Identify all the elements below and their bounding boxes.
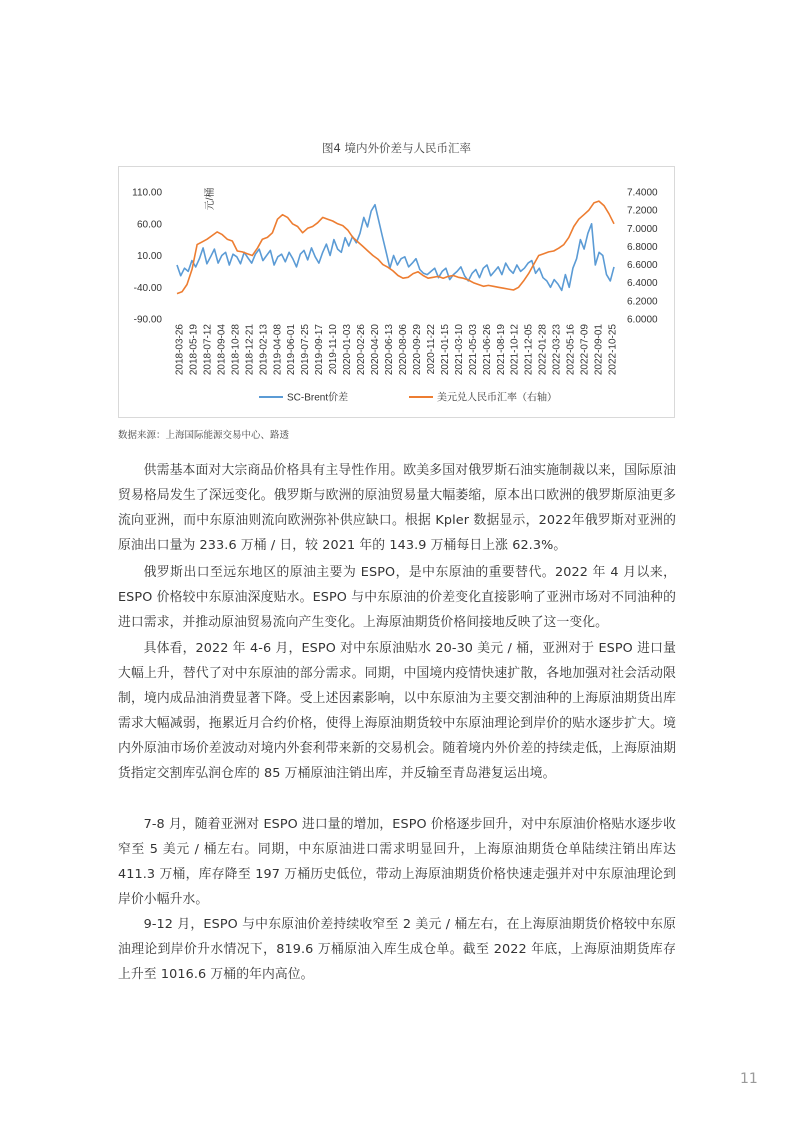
paragraph-3-line-5: 价的贴水逐步扩大。境内外原油市场价差波动对境内外套利带来新的交易机会。随着境内外 xyxy=(118,716,676,756)
y-tick-label: 60.00 xyxy=(136,219,162,231)
series-line-spread xyxy=(177,205,614,291)
chart-svg xyxy=(119,167,676,419)
y2-tick-label: 6.8000 xyxy=(627,241,658,253)
y2-tick-label: 6.6000 xyxy=(627,260,658,272)
paragraph-5-line-2: 东原油理论到岸价升水情况下，819.6 万桶原油入库生成仓单。截至 2022 年底，上海原油期 xyxy=(118,917,676,957)
paragraph-2-line-1: 俄罗斯出口至远东地区的原油主要为 ESPO，是中东原油的重要替代。2022 年 4 月以来， xyxy=(143,565,676,580)
x-tick-label: 2022-07-09 xyxy=(579,324,591,376)
paragraph-5-line-3: 货库存上升至 1016.6 万桶的年内高位。 xyxy=(118,942,676,982)
x-tick-label: 2021-06-26 xyxy=(481,324,493,376)
y2-tick-label: 6.0000 xyxy=(627,314,658,326)
paragraph-3-line-7: 港复运出境。 xyxy=(478,766,556,781)
paragraph-3-line-6: 价差的持续走低，上海原油期货指定交割库弘润仓库的 85 万桶原油注销出库，并反输至青岛 xyxy=(118,741,676,781)
x-tick-label: 2019-11-10 xyxy=(328,324,340,375)
paragraph-1 xyxy=(118,458,676,558)
paragraph-4-line-3: 出库达 411.3 万桶，库存降至 197 万桶历史低位，带动上海原油期货价格快速走强并对中东 xyxy=(118,842,676,882)
paragraph-3 xyxy=(118,636,676,786)
x-tick-label: 2018-10-28 xyxy=(230,324,242,376)
y2-tick-label: 6.4000 xyxy=(627,278,658,290)
paragraph-1-line-1: 供需基本面对大宗商品价格具有主导性作用。欧美多国对俄罗斯石油实施制裁以来，国 xyxy=(143,463,638,478)
y-tick-label: -90.00 xyxy=(133,314,162,326)
x-tick-label: 2020-02-26 xyxy=(356,324,368,376)
y2-tick-label: 7.4000 xyxy=(627,187,658,199)
y2-tick-label: 7.2000 xyxy=(627,205,658,217)
x-tick-label: 2018-03-26 xyxy=(174,324,186,376)
x-tick-label: 2021-03-10 xyxy=(453,324,465,376)
paragraph-4-line-4: 原油理论到岸价小幅升水。 xyxy=(118,867,676,907)
figure-source: 数据来源：上海国际能源交易中心、路透 xyxy=(118,430,290,441)
x-tick-label: 2021-01-15 xyxy=(439,324,451,376)
x-tick-label: 2018-09-04 xyxy=(216,324,228,376)
paragraph-5 xyxy=(118,912,676,987)
x-tick-label: 2022-01-28 xyxy=(537,324,549,376)
paragraph-3-line-4: 海原油期货出库需求大幅减弱，拖累近月合约价格，使得上海原油期货较中东原油理论到岸 xyxy=(118,691,677,731)
legend-label: 美元兑人民币汇率（右轴） xyxy=(437,392,557,404)
x-tick-label: 2022-05-16 xyxy=(565,324,577,376)
paragraph-1-line-4: 年俄罗斯对亚洲的原油出口量为 233.6 万桶 / 日，较 2021 年的 143.9 万桶每日上涨 62.3%。 xyxy=(118,513,676,553)
x-tick-label: 2020-04-20 xyxy=(370,324,382,376)
x-tick-label: 2019-07-25 xyxy=(300,324,312,376)
paragraph-4 xyxy=(118,812,676,912)
x-tick-label: 2020-11-22 xyxy=(425,324,437,375)
x-tick-label: 2022-10-25 xyxy=(607,324,619,376)
paragraph-2 xyxy=(118,560,676,635)
paragraph-2-line-3: 种的进口需求，并推动原油贸易流向产生变化。上海原油期货价格间接地反映了这一变化。 xyxy=(118,590,677,630)
x-tick-label: 2021-12-05 xyxy=(523,324,535,376)
x-tick-label: 2020-01-03 xyxy=(342,324,354,376)
series-line-exchange-rate xyxy=(177,201,614,294)
x-tick-label: 2021-10-12 xyxy=(509,324,521,376)
paragraph-5-line-1: 9-12 月，ESPO 与中东原油价差持续收窄至 2 美元 / 桶左右，在上海原油期货价格较中 xyxy=(143,917,651,932)
y-axis-label: 元/桶 xyxy=(205,187,216,211)
x-tick-label: 2020-08-06 xyxy=(397,324,409,376)
y2-tick-label: 7.0000 xyxy=(627,223,658,235)
paragraph-1-line-3: 罗斯原油更多流向亚洲，而中东原油则流向欧洲弥补供应缺口。根据 Kpler 数据显示，2022 xyxy=(118,488,676,528)
x-tick-label: 2021-08-19 xyxy=(495,324,507,376)
paragraph-2-line-2: ESPO 价格较中东原油深度贴水。ESPO 与中东原油的价差变化直接影响了亚洲市场对不同油 xyxy=(118,590,651,605)
x-tick-label: 2018-12-21 xyxy=(244,324,256,376)
page-number: 11 xyxy=(740,1071,758,1087)
legend-label: SC-Brent价差 xyxy=(287,392,349,404)
x-tick-label: 2018-05-19 xyxy=(188,324,200,376)
x-tick-label: 2020-06-13 xyxy=(384,324,396,376)
y-tick-label: -40.00 xyxy=(133,282,162,294)
paragraph-3-line-3: 会活动限制，境内成品油消费显著下降。受上述因素影响，以中东原油为主要交割油种的上 xyxy=(118,666,676,706)
paragraph-1-line-2: 际原油贸易格局发生了深远变化。俄罗斯与欧洲的原油贸易量大幅萎缩，原本出口欧洲的俄 xyxy=(118,463,676,503)
x-tick-label: 2019-09-17 xyxy=(314,324,326,376)
x-tick-label: 2019-06-01 xyxy=(286,324,298,376)
x-tick-label: 2022-03-23 xyxy=(551,324,563,376)
y-tick-label: 110.00 xyxy=(132,187,162,199)
paragraph-4-line-2: 步收窄至 5 美元 / 桶左右。同期，中东原油进口需求明显回升，上海原油期货仓单陆续注销 xyxy=(118,817,676,857)
y2-tick-label: 6.2000 xyxy=(627,296,658,308)
paragraph-3-line-1: 具体看，2022 年 4-6 月，ESPO 对中东原油贴水 20-30 美元 / 桶，亚洲对于 ESPO 进口 xyxy=(143,641,664,656)
x-tick-label: 2022-09-01 xyxy=(593,324,605,376)
x-tick-label: 2020-09-29 xyxy=(411,324,423,376)
paragraph-4-line-1: 7-8 月，随着亚洲对 ESPO 进口量的增加，ESPO 价格逐步回升，对中东原油价格贴水逐 xyxy=(143,817,651,832)
figure-title: 图4 境内外价差与人民币汇率 xyxy=(322,141,471,155)
x-tick-label: 2019-04-08 xyxy=(272,324,284,376)
paragraph-3-line-2: 量大幅上升，替代了对中东原油的部分需求。同期，中国境内疫情快速扩散，各地加强对社 xyxy=(118,641,676,681)
chart-container xyxy=(118,166,675,418)
x-tick-label: 2021-05-03 xyxy=(467,324,479,376)
x-tick-label: 2019-02-13 xyxy=(258,324,270,376)
x-tick-label: 2018-07-12 xyxy=(202,324,214,376)
y-tick-label: 10.00 xyxy=(136,251,162,262)
